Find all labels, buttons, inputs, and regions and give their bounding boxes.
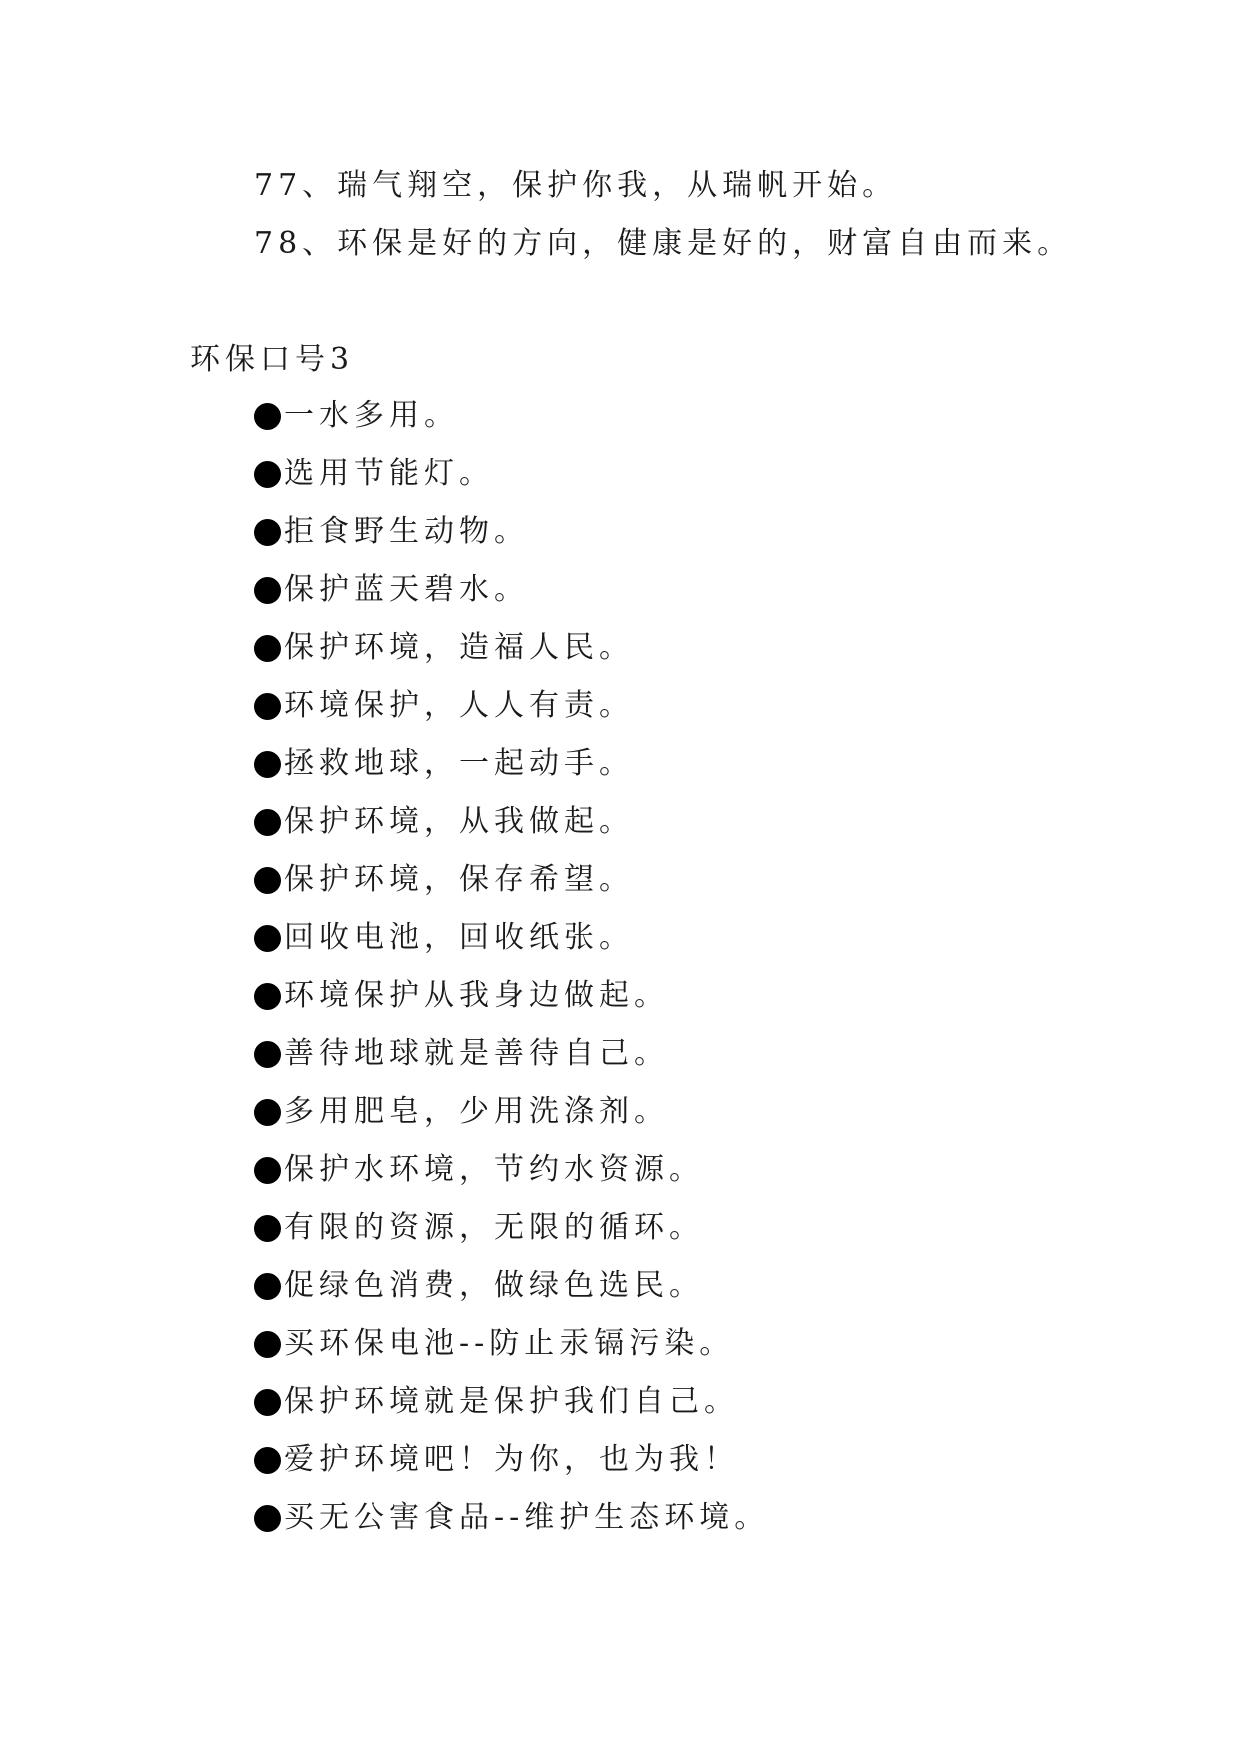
bullet-icon	[254, 461, 281, 488]
list-item-text: 多用肥皂，少用洗涤剂。	[284, 1094, 669, 1129]
list-item	[254, 978, 769, 1036]
list-item	[254, 746, 769, 804]
list-item-text: 一水多用。	[284, 398, 459, 433]
numbered-line-77: 77、瑞气翔空，保护你我，从瑞帆开始。	[254, 168, 898, 203]
list-item-text: 保护环境，保存希望。	[284, 862, 634, 897]
bullet-icon	[254, 403, 281, 430]
list-item	[254, 688, 769, 746]
list-item-text: 买无公害食品--维护生态环境。	[284, 1500, 770, 1535]
bullet-icon	[254, 1041, 281, 1068]
list-item	[254, 630, 769, 688]
list-item	[254, 1384, 769, 1442]
list-item-text: 保护环境，造福人民。	[284, 630, 634, 665]
bullet-icon	[254, 1447, 281, 1474]
list-item-text: 选用节能灯。	[284, 456, 494, 491]
bullet-icon	[254, 1331, 281, 1358]
list-item-text: 促绿色消费，做绿色选民。	[284, 1268, 704, 1303]
bullet-icon	[254, 635, 281, 662]
bullet-icon	[254, 1273, 281, 1300]
bullet-icon	[254, 577, 281, 604]
bullet-icon	[254, 519, 281, 546]
list-item	[254, 804, 769, 862]
list-item-text: 保护环境，从我做起。	[284, 804, 634, 839]
bullet-icon	[254, 809, 281, 836]
bullet-icon	[254, 693, 281, 720]
list-item	[254, 514, 769, 572]
list-item	[254, 1500, 769, 1558]
slogan-list	[254, 398, 769, 1558]
list-item-text: 保护水环境，节约水资源。	[284, 1152, 704, 1187]
bullet-icon	[254, 751, 281, 778]
list-item	[254, 1442, 769, 1500]
bullet-icon	[254, 1157, 281, 1184]
list-item	[254, 1210, 769, 1268]
list-item-text: 回收电池，回收纸张。	[284, 920, 634, 955]
list-item-text: 买环保电池--防止汞镉污染。	[284, 1326, 735, 1361]
list-item-text: 善待地球就是善待自己。	[284, 1036, 669, 1071]
bullet-icon	[254, 1099, 281, 1126]
list-item-text: 爱护环境吧！为你，也为我！	[284, 1442, 739, 1477]
list-item	[254, 1268, 769, 1326]
numbered-line-78: 78、环保是好的方向，健康是好的，财富自由而来。	[254, 226, 1073, 261]
list-item	[254, 398, 769, 456]
bullet-icon	[254, 925, 281, 952]
bullet-icon	[254, 1215, 281, 1242]
bullet-icon	[254, 1505, 281, 1532]
list-item	[254, 1036, 769, 1094]
bullet-icon	[254, 1389, 281, 1416]
list-item-text: 拒食野生动物。	[284, 514, 529, 549]
list-item-text: 有限的资源，无限的循环。	[284, 1210, 704, 1245]
list-item	[254, 572, 769, 630]
list-item-text: 拯救地球，一起动手。	[284, 746, 634, 781]
bullet-icon	[254, 983, 281, 1010]
list-item-text: 环境保护，人人有责。	[284, 688, 634, 723]
list-item	[254, 1152, 769, 1210]
section-title: 环保口号3	[190, 342, 355, 377]
list-item-text: 环境保护从我身边做起。	[284, 978, 669, 1013]
list-item	[254, 920, 769, 978]
list-item	[254, 456, 769, 514]
bullet-icon	[254, 867, 281, 894]
list-item	[254, 1326, 769, 1384]
list-item	[254, 1094, 769, 1152]
list-item-text: 保护蓝天碧水。	[284, 572, 529, 607]
list-item	[254, 862, 769, 920]
list-item-text: 保护环境就是保护我们自己。	[284, 1384, 739, 1419]
